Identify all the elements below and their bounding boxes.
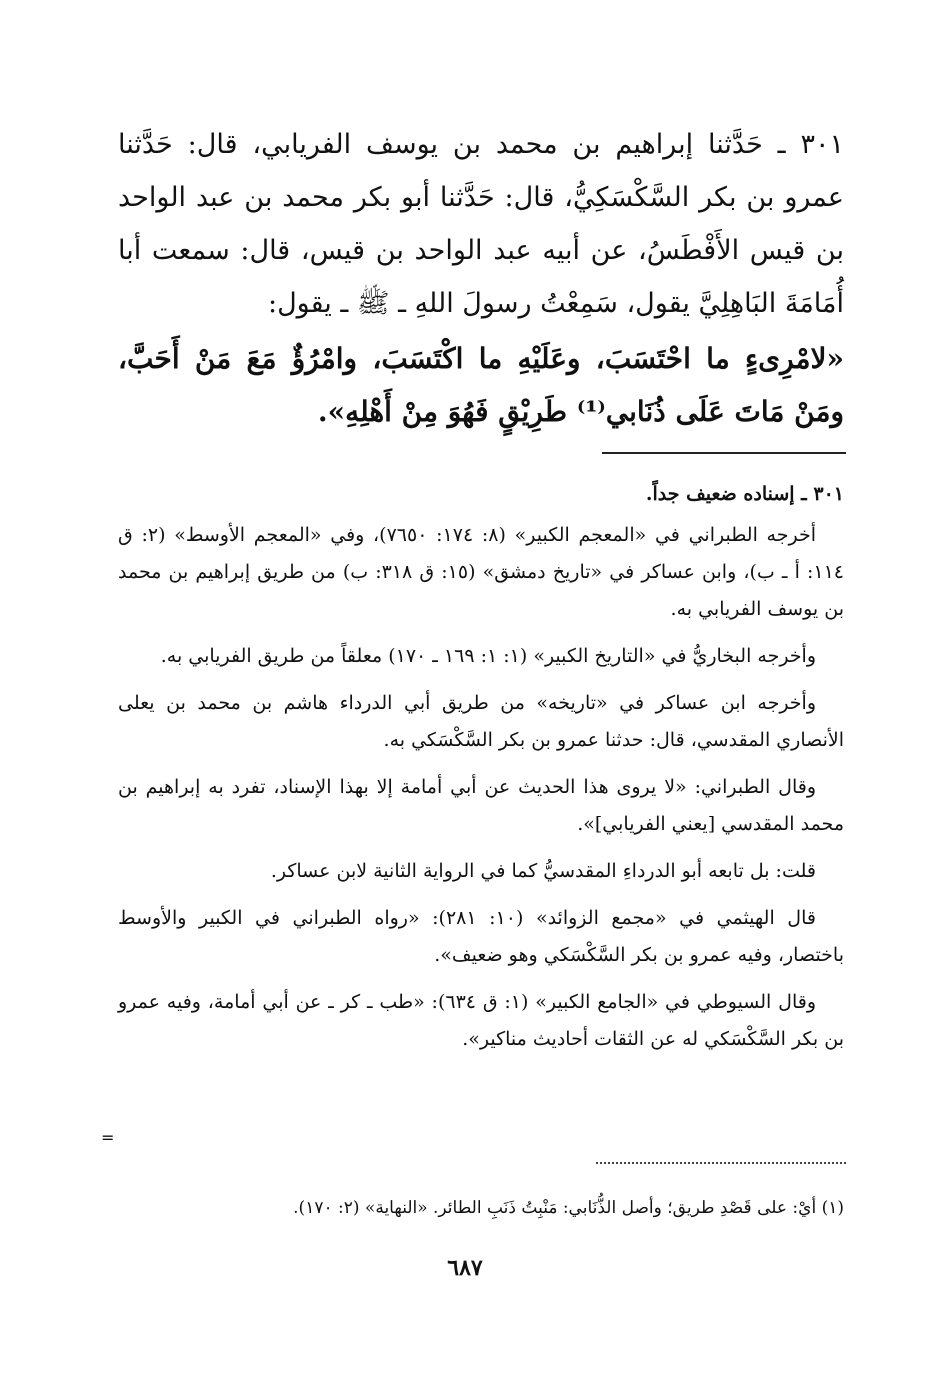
isnad-text: ٣٠١ ـ حَدَّثنا إبراهيم بن محمد بن يوسف الفريابي، قال: حَدَّثنا عمرو بن بكر السَّكْسَكِيُّ، قال: حَدَّثنا أبو بكر محمد بن عبد الواحد بن قيس الأَفْطَسُ، عن أبيه عبد الواحد بن قيس، قال: سمعت أبا أُمَامَةَ البَاهِلِيَّ يقول، سَمِعْتُ رسولَ اللهِ ـ ﷺ ـ يقول: [118, 129, 844, 319]
footnote-separator [596, 1162, 846, 1164]
commentary-paragraph: قلت: بل تابعه أبو الدرداءِ المقدسيُّ كما في الرواية الثانية لابن عساكر. [270, 860, 816, 882]
page-number: ٦٨٧ [447, 1255, 483, 1281]
commentary-paragraph: وقال الطبراني: «لا يروى هذا الحديث عن أبي أمامة إلا بهذا الإسناد، تفرد به إبراهيم بن محمد المقدسي [يعني الفريابي]». [118, 776, 844, 835]
hadith-matn: «لامْرِىءٍ ما احْتَسَبَ، وعَلَيْهِ ما اكْتَسَبَ، وامْرُؤٌ مَعَ مَنْ أَحَبَّ، ومَنْ مَاتَ عَلَى ذُنَابي⁽¹⁾ طَرِيْقٍ فَهُوَ مِنْ أَهْلِهِ». [118, 342, 844, 428]
commentary-paragraph: وقال السيوطي في «الجامع الكبير» (١: ق ٦٣٤): «طب ـ كر ـ عن أبي أمامة، وفيه عمرو بن بكر السَّكْسَكي له عن الثقات أحاديث مناكير». [118, 991, 844, 1050]
commentary-paragraph: قال الهيثمي في «مجمع الزوائد» (١٠: ٢٨١): «رواه الطبراني في الكبير والأوسط باختصار، وفيه عمرو بن بكر السَّكْسَكي وهو ضعيف». [118, 907, 844, 966]
text-separator [602, 452, 846, 454]
continuation-mark: = [101, 1128, 115, 1147]
commentary-paragraph: وأخرجه البخاريُّ في «التاريخ الكبير» (١: ١: ١٦٩ ـ ١٧٠) معلقاً من طريق الفريابي به. [160, 645, 816, 667]
commentary-heading: ٣٠١ ـ إسناده ضعيف جداً. [645, 483, 844, 505]
commentary-paragraph: وأخرجه ابن عساكر في «تاريخه» من طريق أبي الدرداء هاشم بن محمد بن يعلى الأنصاري المقدسي، قال: حدثنا عمرو بن بكر السَّكْسَكي به. [118, 692, 844, 751]
hadith-block [118, 118, 844, 438]
commentary-block [118, 475, 844, 1068]
footnote: (١) أيْ: على قَصْدِ طريق؛ وأصل الذُّنَابي: مَنْبِتُ ذَنَبِ الطائر. «النهاية» (٢: ١٧٠). [293, 1198, 844, 1218]
commentary-paragraph: أخرجه الطبراني في «المعجم الكبير» (٨: ١٧٤: ٧٦٥٠)، وفي «المعجم الأوسط» (٢: ق ١١٤: أ ـ ب)، وابن عساكر في «تاريخ دمشق» (١٥: ق ٣١٨: ب) من طريق إبراهيم بن محمد بن يوسف الفريابي به. [118, 524, 844, 620]
